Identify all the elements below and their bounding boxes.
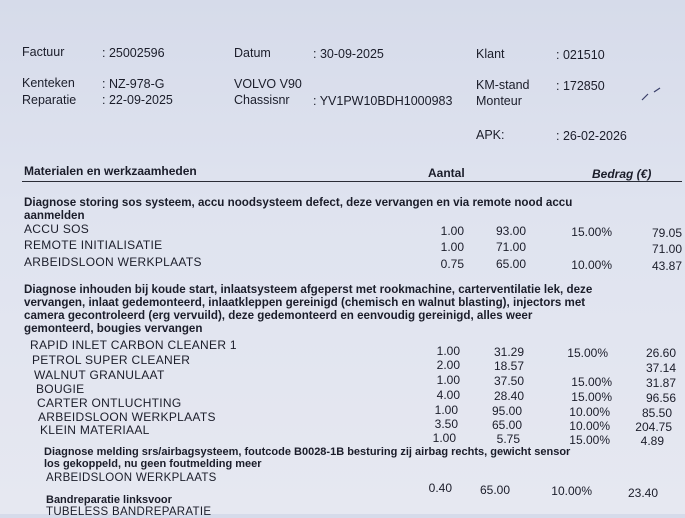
item-discount: 10.00% — [569, 419, 610, 433]
section-4-title: Bandreparatie linksvoor — [46, 494, 172, 506]
item-amount: 26.60 — [645, 346, 676, 360]
kenteken-label: Kenteken — [22, 76, 75, 90]
item-name: KLEIN MATERIAAL — [40, 423, 150, 437]
item-discount: 10.00% — [571, 258, 612, 272]
item-amount: 37.14 — [645, 361, 676, 375]
section-3-title: Diagnose melding srs/airbagsysteem, foutcode B0028-1B besturing zij airbag rechts, gewicht sensor los gekoppeld, nu geen foutmelding meer — [44, 446, 571, 470]
item-price: 71.00 — [495, 240, 526, 254]
header-divider — [22, 181, 682, 182]
reparatie-label: Reparatie — [22, 93, 77, 107]
item-qty: 3.50 — [434, 417, 458, 431]
item-discount: 10.00% — [551, 484, 592, 498]
item-name: REMOTE INITIALISATIE — [24, 238, 163, 252]
item-name: PETROL SUPER CLEANER — [32, 353, 191, 367]
item-name: ARBEIDSLOON WERKPLAATS — [24, 255, 202, 269]
item-qty: 1.00 — [440, 240, 464, 254]
reparatie-value: : 22-09-2025 — [102, 93, 173, 107]
item-name: ACCU SOS — [24, 222, 90, 236]
item-price: 5.75 — [496, 432, 520, 446]
item-name: WALNUT GRANULAAT — [34, 368, 165, 382]
datum-value: : 30-09-2025 — [313, 47, 384, 61]
item-qty: 1.00 — [432, 431, 456, 445]
item-qty: 1.00 — [434, 403, 458, 417]
item-name: ARBEIDSLOON WERKPLAATS — [38, 410, 216, 424]
item-amount: 204.75 — [635, 420, 672, 434]
section-2-title: Diagnose inhouden bij koude start, inlaatsysteem afgeperst met rookmachine, carterventilatie lek, deze vervangen, inlaat gedemonteerd, inlaatkleppen gereinigd (chemisch en walnut blasting), injectors met camera gecontroleerd (erg vervuild), deze gedemonteerd en eenvoudig gereinigd, alles weer gemonteerd, bougies vervangen — [24, 283, 593, 335]
item-amount: 4.89 — [640, 434, 664, 448]
col-bedrag-header: Bedrag (€) — [592, 167, 652, 181]
item-discount: 15.00% — [567, 346, 608, 360]
col-aantal-header: Aantal — [428, 166, 465, 180]
item-name: TUBELESS BANDREPARATIE — [46, 506, 212, 518]
chassisnr-value: : YV1PW10BDH1000983 — [313, 94, 453, 108]
item-amount: 85.50 — [641, 406, 672, 420]
factuur-value: : 25002596 — [102, 46, 165, 60]
klant-label: Klant — [476, 47, 505, 61]
kmstand-value: : 172850 — [556, 79, 605, 93]
item-price: 93.00 — [495, 224, 526, 238]
item-price: 65.00 — [491, 418, 522, 432]
item-amount: 43.87 — [651, 259, 682, 273]
item-qty: 0.40 — [428, 481, 452, 495]
item-qty: 1.00 — [440, 224, 464, 238]
item-discount: 15.00% — [571, 225, 612, 239]
item-amount: 71.00 — [651, 242, 682, 256]
item-name: BOUGIE — [36, 382, 85, 396]
apk-label: APK: — [476, 128, 505, 142]
item-qty: 1.00 — [436, 373, 460, 387]
klant-value: : 021510 — [556, 48, 605, 62]
item-discount: 15.00% — [569, 433, 610, 447]
item-price: 31.29 — [493, 345, 524, 359]
col-materials-header: Materialen en werkzaamheden — [24, 164, 197, 178]
item-price: 65.00 — [479, 483, 510, 497]
item-qty: 1.00 — [436, 344, 460, 358]
pen-mark-icon — [640, 86, 664, 102]
apk-value: : 26-02-2026 — [556, 129, 627, 143]
item-name: CARTER ONTLUCHTING — [37, 396, 182, 410]
kmstand-label: KM-stand — [476, 78, 530, 92]
item-discount: 15.00% — [571, 375, 612, 389]
vehicle-model: VOLVO V90 — [234, 77, 302, 91]
item-price: 65.00 — [495, 257, 526, 271]
item-amount: 96.56 — [645, 391, 676, 405]
section-1-title: Diagnose storing sos systeem, accu noodsysteem defect, deze vervangen en via remote nood accu aanmelden — [24, 196, 573, 222]
item-discount: 15.00% — [571, 390, 612, 404]
item-price: 37.50 — [493, 374, 524, 388]
item-price: 95.00 — [491, 404, 522, 418]
item-name: RAPID INLET CARBON CLEANER 1 — [30, 338, 237, 352]
item-qty: 0.75 — [440, 257, 464, 271]
kenteken-value: : NZ-978-G — [102, 77, 165, 91]
datum-label: Datum — [234, 46, 271, 60]
item-amount: 23.40 — [627, 486, 658, 500]
item-qty: 2.00 — [436, 358, 460, 372]
factuur-label: Factuur — [22, 45, 65, 59]
item-qty: 4.00 — [436, 388, 460, 402]
item-amount: 31.87 — [645, 376, 676, 390]
item-name: ARBEIDSLOON WERKPLAATS — [46, 472, 217, 484]
chassisnr-label: Chassisnr — [234, 93, 290, 107]
item-price: 28.40 — [493, 389, 524, 403]
monteur-label: Monteur — [476, 94, 522, 108]
item-amount: 79.05 — [651, 226, 682, 240]
item-price: 18.57 — [493, 359, 524, 373]
item-discount: 10.00% — [569, 405, 610, 419]
